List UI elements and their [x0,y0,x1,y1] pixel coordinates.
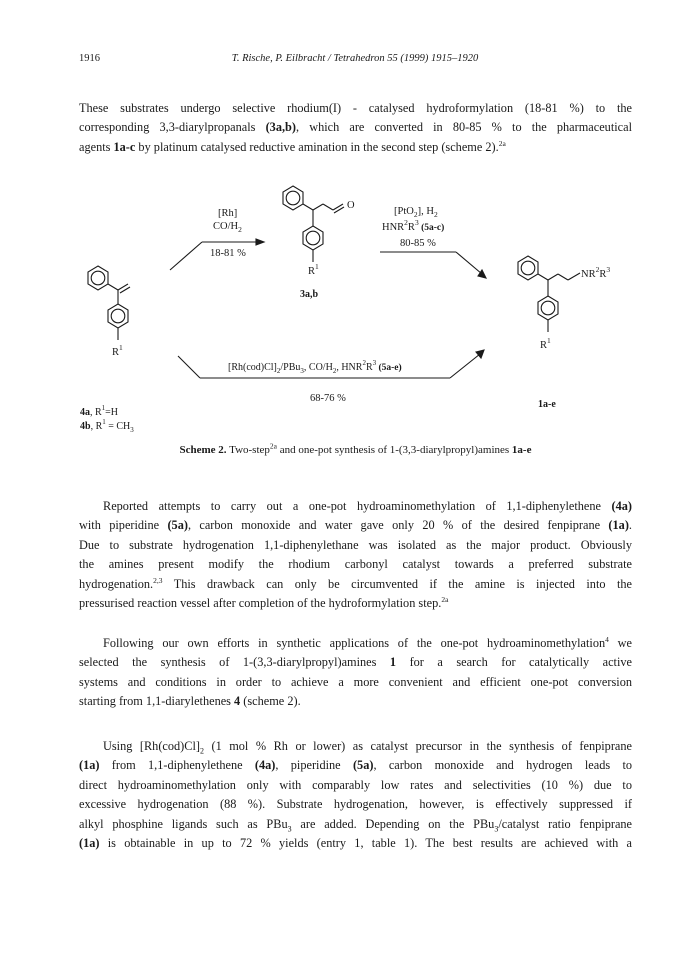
text-line: (1a) from 1,1-diphenylethene (4a), piperidine (5a), carbon monoxide and hydrogen leads to [79,758,633,773]
text-line: alkyl phosphine ligands such as PBu$_3$ are added. Depending on the PBu$_3$/catalyst ratio fenpiprane [79,816,633,834]
text-line: These substrates undergo selective rhodium(I) - catalysed hydroformylation (18-81 %) to the [79,101,632,115]
aldehyde-oxygen: O [347,200,355,211]
running-head: T. Rische, P. Eilbracht / Tetrahedron 55 (1999) 1915–1920 [231,53,479,64]
step1-gas: $CO/H_2$ [213,221,242,234]
benzene-ring [88,266,108,290]
arrow-step-2 [380,252,486,278]
text-line: corresponding 3,3-diarylpropanals (3a,b), which are converted in 80-85 % to the pharmaceutical [79,120,632,135]
scheme-caption: Scheme 2. Two-step$^{2a}$ and one-pot synthesis of 1-(3,3-diarylpropyl)amines 1a-e [179,441,532,456]
text-line: systems and conditions in order to achieve a more convenient and efficient one-pot conversion [79,674,632,689]
text-line: Due to substrate hydrogenation 1,1-diphenylethane was isolated as the major product. Obviously [79,537,632,552]
text-line: excessive hydrogenation (88 %). Substrate hydrogenation, however, is effectively suppressed if [79,797,632,812]
paragraph-2 [79,497,632,613]
benzene-ring [283,186,303,210]
paragraph-3 [79,634,632,712]
step1-yield: 18-81 % [210,248,246,259]
page-number: 1916 [79,53,100,64]
text-line: direct hydroaminomethylation only with comparably low rates and selectivities (10 %) due to [79,777,632,792]
start-label-4a: 4a, $R^1=H$ [80,404,119,418]
text-line: with piperidine (5a), carbon monoxide and water gave only 20 % of the desired fenpiprane (1a). [79,518,632,533]
intermediate-label: 3a,b [300,289,319,300]
intermediate-r1: $R^1$ [308,262,319,277]
text-line: (1a) is obtainable in up to 72 % yields (entry 1, table 1). The best results are achieved with a [79,836,632,851]
one-pot-conditions: $[Rh(cod)Cl]_2/PBu_3$, $CO/H_2$, $HNR^2R^3$ (5a-e) [228,359,402,375]
product-label: 1a-e [538,399,556,410]
step2-amine: $HNR^2R^3$ (5a-c) [382,218,445,233]
product-r1: $R^1$ [540,336,551,351]
reaction-scheme [60,170,660,440]
one-pot-yield: 68-76 % [310,393,346,404]
product-amine-group: $NR^2R^3$ [581,265,611,280]
text-line: hydrogenation.$^{2,3}$ This drawback can only be circumvented if the amine is injected into the [79,575,632,591]
text-line: Reported attempts to carry out a one-pot hydroaminomethylation of 1,1-diphenylethene (4a) [103,499,632,513]
text-line: pressurised reaction vessel after completion of the hydroformylation step.$^{2a}$ [79,594,449,611]
text-line: Using $[Rh(cod)Cl]_2$ (1 mol % Rh or lower) as catalyst precursor in the synthesis of fenpiprane [103,739,632,756]
benzene-ring [538,296,558,320]
page-header [79,53,631,69]
text-line: starting from 1,1-diarylethenes 4 (scheme 2). [79,694,301,709]
text-line: the amines present modify the rhodium carbonyl catalyst towards a preferred substrate [79,557,632,572]
benzene-ring [303,226,323,250]
text-line: selected the synthesis of 1-(3,3-diarylpropyl)amines 1 for a search for catalytically active [79,655,632,670]
text-line: Following our own efforts in synthetic applications of the one-pot hydroaminomethylation$^4$ we [103,634,632,650]
benzene-ring [108,304,128,328]
step2-catalyst: [PtO$_2$], $H_2$ [394,206,438,219]
start-label-4b: 4b, $R^1 = CH_3$ [80,418,134,434]
start-r1: $R^1$ [112,343,123,358]
benzene-ring [518,256,538,280]
paragraph-4 [79,737,632,853]
step1-catalyst: [Rh] [218,208,238,219]
step2-yield: 80-85 % [400,238,436,249]
paragraph-1 [79,99,632,157]
text-line: agents 1a-c by platinum catalysed reductive amination in the second step (scheme 2).$^{2a}$ [79,138,506,154]
